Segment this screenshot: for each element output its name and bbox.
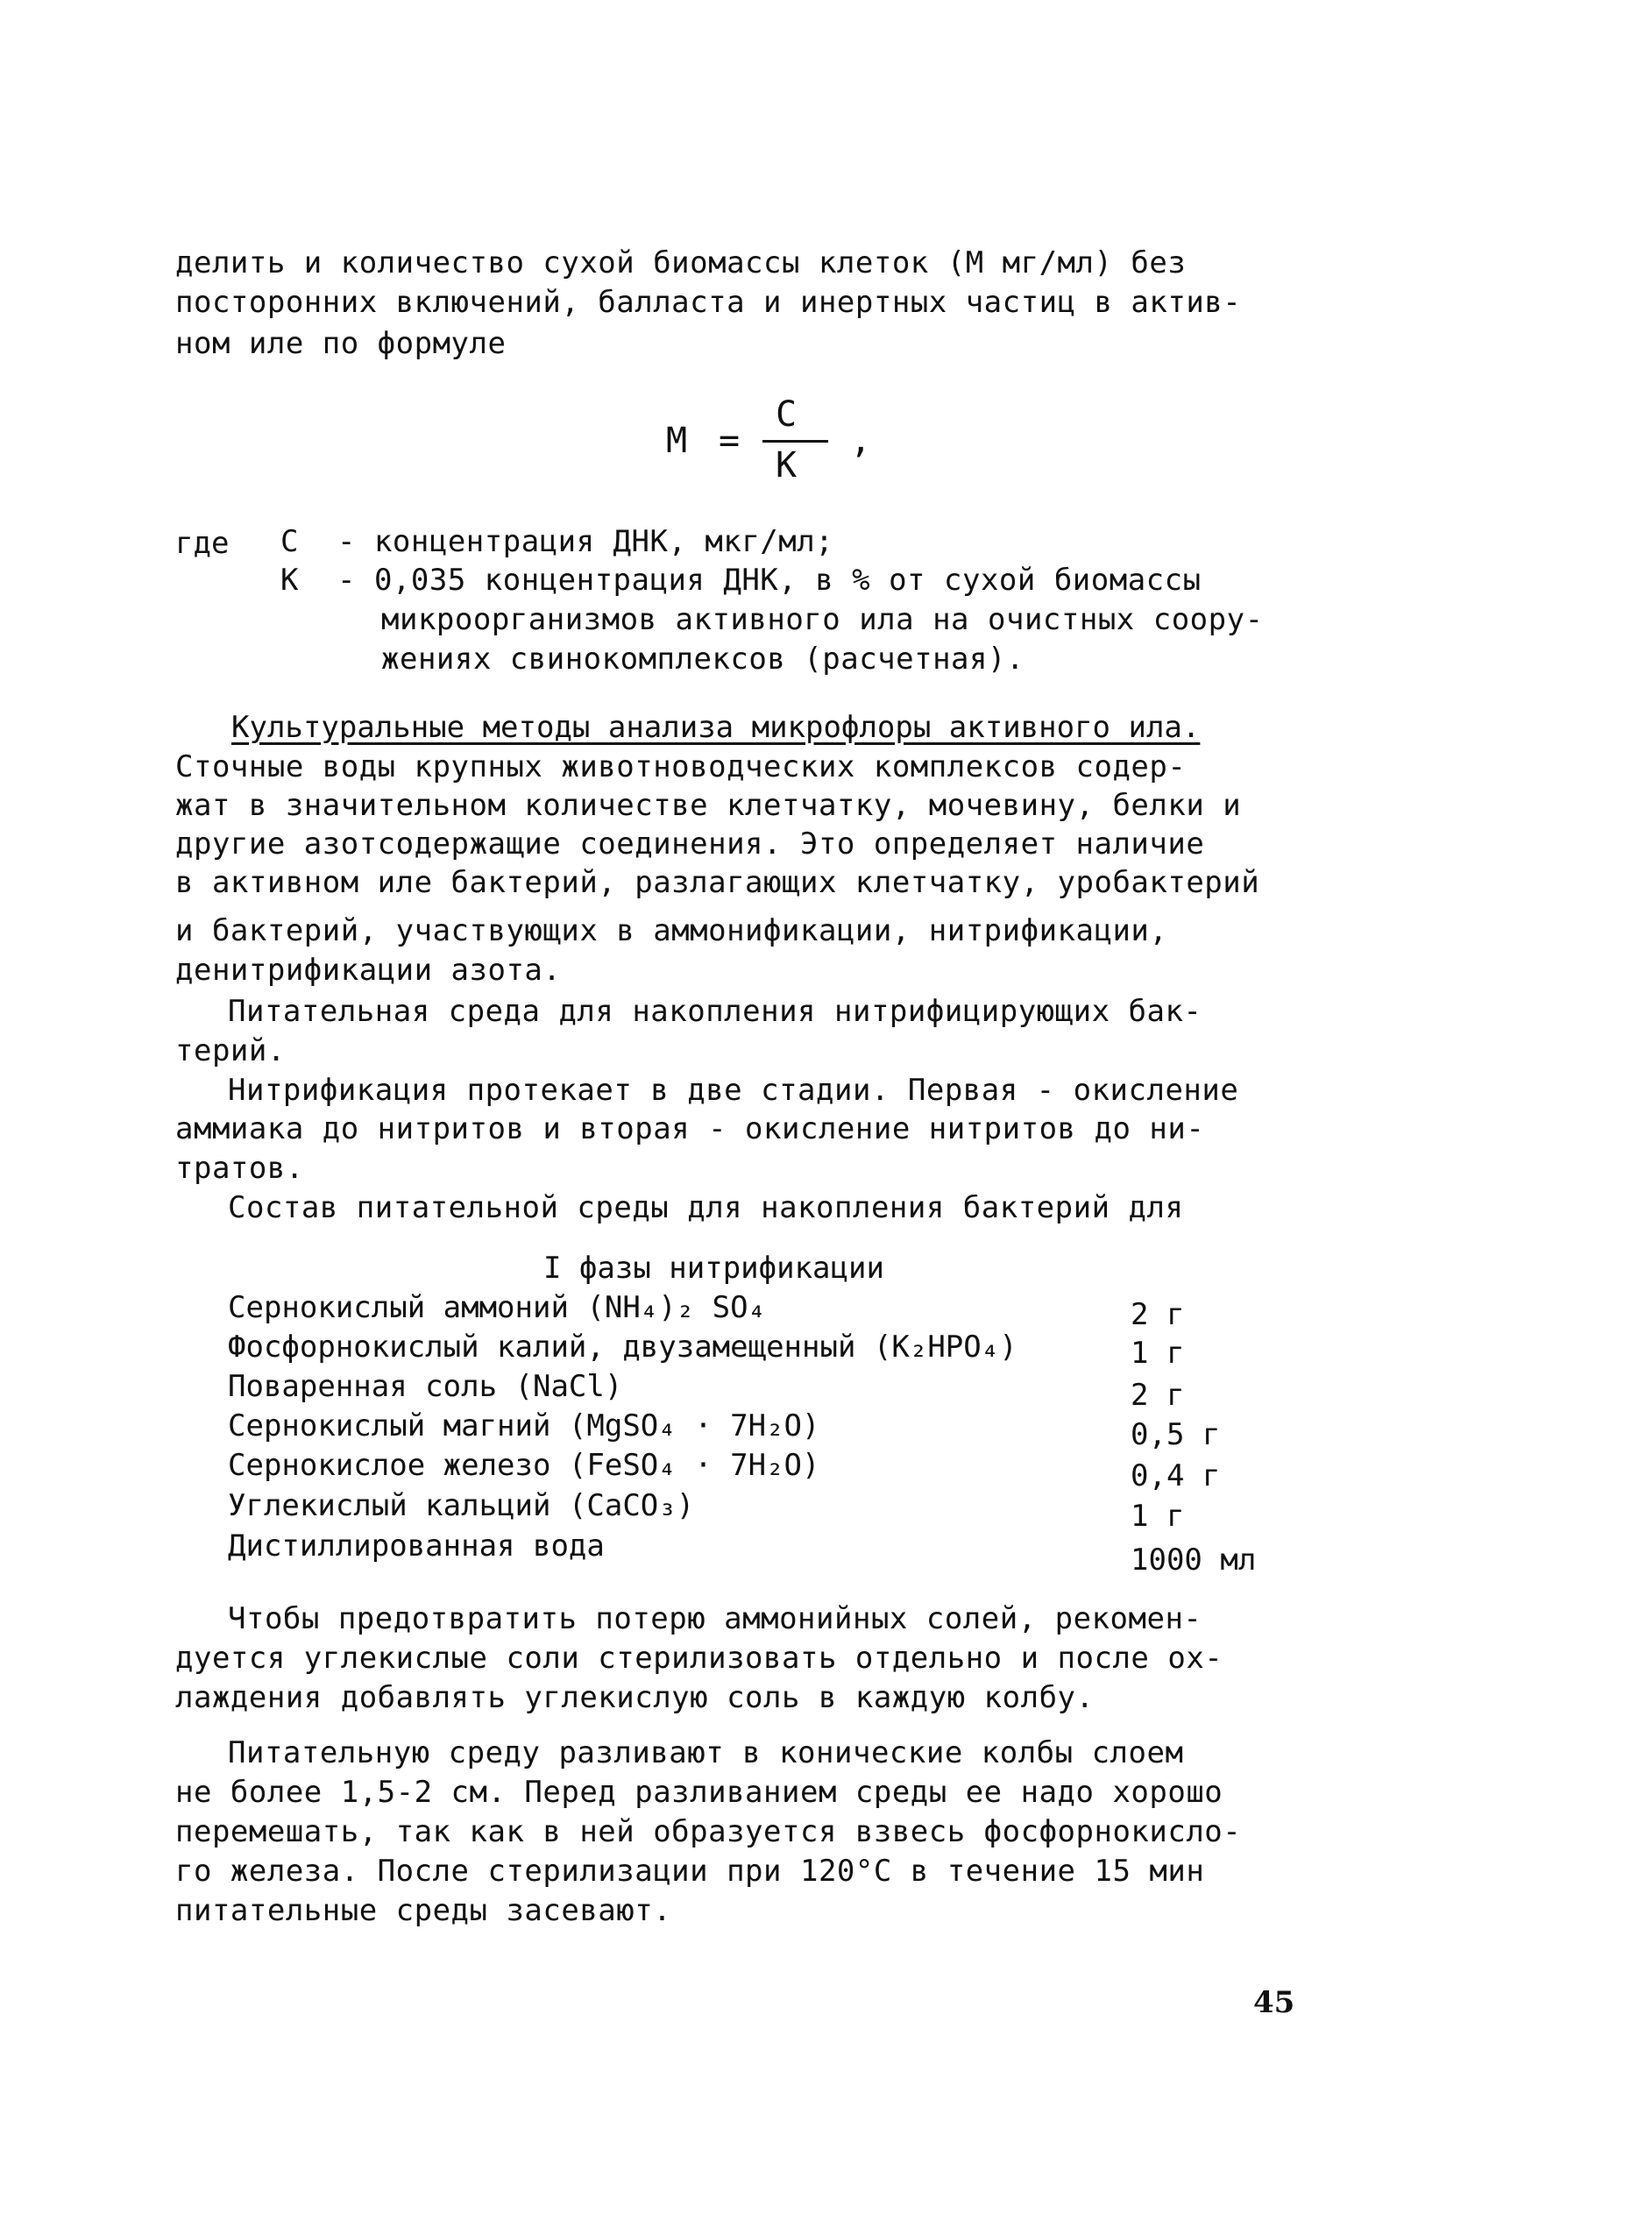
table-title: I фазы нитрификации: [543, 1251, 884, 1286]
c-definition: - концентрация ДНК, мкг/мл;: [337, 524, 834, 559]
where-label: где: [175, 526, 230, 561]
paragraph-line: посторонних включений, балласта и инертных частиц в актив-: [175, 285, 1242, 320]
k-definition-line: микроорганизмов активного ила на очистных соору-: [381, 602, 1264, 637]
table-row-amount: 1000 мл: [1131, 1543, 1257, 1578]
table-row-name: Дистиллированная вода: [228, 1528, 605, 1564]
paragraph-line: перемешать, так как в ней образуется взвесь фосфорнокисло-: [175, 1814, 1242, 1849]
table-row-name: Фосфорнокислый калий, двузамещенный (K₂HPO₄): [228, 1330, 1017, 1365]
formula-comma: ,: [850, 421, 872, 461]
k-symbol: К: [280, 563, 299, 598]
paragraph-line: другие азотсодержащие соединения. Это определяет наличие: [175, 826, 1205, 862]
paragraph-line: аммиака до нитритов и вторая - окисление нитритов до ни-: [175, 1111, 1205, 1146]
paragraph-line: не более 1,5-2 см. Перед разливанием среды ее надо хорошо: [175, 1775, 1223, 1810]
formula-fraction-bar: [762, 440, 828, 443]
paragraph-line: жат в значительном количестве клетчатку, мочевину, белки и: [175, 788, 1242, 823]
paragraph-line: дуется углекислые соли стерилизовать отдельно и после ох-: [175, 1641, 1223, 1676]
formula-numerator: С: [776, 394, 798, 435]
table-row-amount: 1 г: [1131, 1336, 1185, 1371]
formula-lhs: М: [666, 421, 688, 461]
paragraph-line: Питательную среду разливают в конические колбы слоем: [228, 1735, 1184, 1770]
formula-denominator: К: [776, 445, 798, 486]
paragraph-line: лаждения добавлять углекислую соль в каждую колбу.: [175, 1680, 1095, 1715]
paragraph-line: Состав питательной среды для накопления бактерий для: [228, 1190, 1184, 1225]
paragraph-line: питательные среды засевают.: [175, 1893, 672, 1928]
k-definition-line: жениях свинокомплексов (расчетная).: [381, 642, 1025, 677]
paragraph-line: Чтобы предотвратить потерю аммонийных солей, рекомен-: [228, 1601, 1202, 1636]
table-row-name: Сернокислый аммоний (NH₄)₂ SO₄: [228, 1290, 767, 1325]
paragraph-line: Нитрификация протекает в две стадии. Первая - окисление: [228, 1073, 1239, 1108]
table-row-amount: 1 г: [1131, 1499, 1185, 1534]
paragraph-line: ном иле по формуле: [175, 326, 507, 361]
paragraph-line: и бактерий, участвующих в аммонификации, нитрификации,: [175, 913, 1168, 948]
paragraph-line: делить и количество сухой биомассы клеток (М мг/мл) без: [175, 245, 1187, 280]
table-row-name: Поваренная соль (NaCl): [228, 1369, 623, 1404]
paragraph-line: в активном иле бактерий, разлагающих клетчатку, уробактерий: [175, 865, 1260, 900]
formula-equals: =: [719, 421, 741, 461]
table-row-amount: 0,5 г: [1131, 1417, 1221, 1452]
paragraph-line: Питательная среда для накопления нитрифицирующих бак-: [228, 994, 1202, 1029]
k-definition-line: - 0,035 концентрация ДНК, в % от сухой биомассы: [337, 563, 1202, 598]
table-row-amount: 2 г: [1131, 1297, 1185, 1332]
paragraph-line: Сточные воды крупных животноводческих комплексов содер-: [175, 749, 1187, 784]
page-number: 45: [1253, 1985, 1295, 2020]
table-row-amount: 0,4 г: [1131, 1458, 1221, 1493]
table-row-name: Сернокислый магний (MgSO₄ · 7H₂O): [228, 1408, 820, 1443]
table-row-amount: 2 г: [1131, 1378, 1185, 1413]
c-symbol: С: [280, 524, 299, 559]
paragraph-line: денитрификации азота.: [175, 953, 562, 988]
formula: [666, 394, 894, 491]
table-row-name: Сернокислое железо (FeSO₄ · 7H₂O): [228, 1448, 820, 1483]
paragraph-line: го железа. После стерилизации при 120°С в течение 15 мин: [175, 1854, 1205, 1889]
section-heading: Культуральные методы анализа микрофлоры активного ила.: [231, 710, 1201, 745]
paragraph-line: тратов.: [175, 1151, 304, 1186]
paragraph-line: терий.: [175, 1033, 286, 1068]
table-row-name: Углекислый кальций (CaCO₃): [228, 1488, 695, 1523]
